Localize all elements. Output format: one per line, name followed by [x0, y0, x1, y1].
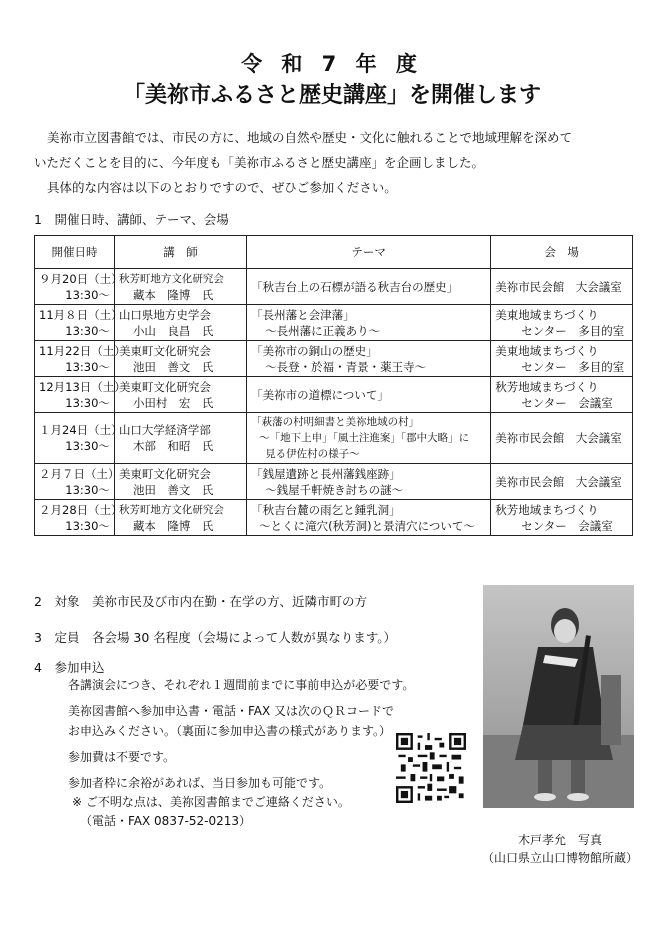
table-row	[35, 341, 633, 377]
row-theme-sub: ～「地下上申」「風土注進案」「郡中大略」に	[259, 432, 470, 444]
row-venue: 美祢市民会館 大会議室	[495, 279, 622, 294]
photo-caption: 木戸孝允 写真	[517, 833, 602, 847]
row-venue-room: センター 多目的室	[521, 323, 625, 338]
row-date: ９月20日（土）	[39, 271, 123, 286]
page-title: 「美祢市ふるさと歴史講座」を開催します	[122, 83, 541, 108]
header-venue: 会 場	[491, 236, 633, 269]
row-time: 13:30～	[65, 287, 110, 302]
row-org: 美東町文化研究会	[118, 343, 211, 358]
row-theme-title: 「長州藩と会津藩」	[251, 307, 355, 322]
row-time: 13:30～	[65, 323, 110, 338]
row-time: 13:30～	[65, 439, 110, 453]
section-1-heading: 1 開催日時、講師、テーマ、会場	[34, 212, 229, 227]
row-org: 美東町文化研究会	[118, 379, 211, 394]
row-time: 13:30～	[65, 359, 110, 374]
row-date: １月24日（土）	[39, 423, 123, 437]
intro	[34, 125, 634, 200]
qr-code[interactable]	[396, 733, 466, 803]
row-date: 11月22日（土）	[39, 343, 126, 358]
row-theme-title: 「美祢市の銅山の歴史」	[251, 343, 378, 358]
row-theme-sub: ～長登・於福・青景・薬王寺～	[265, 359, 427, 374]
row-theme-sub: ～とくに滝穴(秋芳洞)と景清穴について～	[259, 518, 475, 533]
row-lecturer: 小田村 宏 氏	[132, 395, 214, 410]
same-day-line: 参加者枠に余裕があれば、当日参加も可能です。	[68, 776, 332, 790]
header-date: 開催日時	[35, 236, 115, 269]
row-theme-title: 「美祢市の道標について」	[251, 387, 389, 402]
row-org: 山口大学経済学部	[118, 423, 211, 437]
table-row	[35, 377, 633, 413]
portrait-photo	[483, 585, 634, 808]
row-venue-room: センター 会議室	[521, 395, 613, 410]
title-year: 令 和 7 年 度	[241, 52, 423, 76]
row-venue: 美祢市民会館 大会議室	[495, 474, 622, 489]
row-venue: 美祢市民会館 大会議室	[495, 431, 622, 445]
application-line-2: 美祢図書館へ参加申込書・電話・FAX 又は次のＱＲコードで	[68, 704, 395, 718]
row-theme-sub: ～銭屋千軒焼き討ちの謎～	[265, 482, 404, 497]
application-details	[68, 675, 414, 793]
row-venue: 美東地域まちづくり	[495, 343, 599, 358]
row-lecturer: 藏本 隆博 氏	[132, 518, 214, 533]
row-date: 12月13日（土）	[39, 379, 126, 394]
row-theme-sub-2: 見る伊佐村の様子～	[265, 448, 360, 460]
section-3-capacity: 3 定員 各会場 30 名程度（会場によって人数が異なります。）	[34, 630, 397, 645]
row-theme-title: 「秋吉台上の石標が語る秋吉台の歴史」	[251, 279, 459, 294]
section-2-target: 2 対象 美祢市民及び市内在勤・在学の方、近隣市町の方	[34, 594, 367, 609]
table-row	[35, 464, 633, 500]
table-row	[35, 500, 633, 536]
application-line-1: 各講演会につき、それぞれ１週間前までに事前申込が必要です。	[68, 678, 415, 692]
row-date: ２月７日（土）	[39, 466, 120, 481]
contact-note-line: ※ ご不明な点は、美祢図書館までご連絡ください。	[72, 795, 350, 809]
row-theme-sub: ～長州藩に正義あり～	[265, 323, 381, 338]
row-lecturer: 池田 善文 氏	[132, 482, 214, 497]
row-time: 13:30～	[65, 518, 110, 533]
row-org: 秋芳町地方文化研究会	[118, 272, 224, 285]
header-theme: テーマ	[247, 236, 491, 269]
row-date: ２月28日（土）	[39, 502, 123, 517]
row-lecturer: 池田 善文 氏	[132, 359, 214, 374]
intro-line-2: いただくことを目的に、今年度も「美祢市ふるさと歴史講座」を企画しました。	[34, 155, 485, 170]
row-theme-title: 「秋吉台麓の雨乞と鍾乳洞」	[251, 502, 401, 517]
contact-note	[72, 793, 350, 831]
row-theme-title: 「萩藩の村明細書と美祢地域の村」	[251, 416, 420, 428]
row-date: 11月８日（土）	[39, 307, 123, 322]
schedule-table	[34, 235, 633, 536]
intro-line-3: 具体的な内容は以下のとおりですので、ぜひご参加ください。	[47, 180, 397, 195]
photo-credit: （山口県立山口博物館所蔵）	[481, 851, 638, 865]
row-venue: 美東地域まちづくり	[495, 307, 599, 322]
row-time: 13:30～	[65, 395, 110, 410]
row-venue: 秋芳地域まちづくり	[495, 379, 599, 394]
table-row	[35, 269, 633, 305]
table-row	[35, 305, 633, 341]
application-line-3: お申込みください。（裏面に参加申込書の様式があります。）	[68, 724, 392, 738]
row-lecturer: 木部 和昭 氏	[132, 439, 214, 453]
row-org: 美東町文化研究会	[118, 466, 211, 481]
section-4-heading: 4 参加申込	[34, 660, 105, 675]
row-venue: 秋芳地域まちづくり	[495, 502, 599, 517]
row-theme-title: 「銭屋遺跡と長州藩銭座跡」	[251, 466, 401, 481]
row-org: 秋芳町地方文化研究会	[118, 503, 224, 516]
row-org: 山口県地方史学会	[118, 307, 211, 322]
row-venue-room: センター 会議室	[521, 518, 613, 533]
row-time: 13:30～	[65, 482, 110, 497]
row-venue-room: センター 多目的室	[521, 359, 625, 374]
row-lecturer: 小山 良昌 氏	[132, 323, 214, 338]
table-row	[35, 413, 633, 464]
row-lecturer: 藏本 隆博 氏	[132, 287, 214, 302]
contact-phone: （電話・FAX 0837-52-0213）	[80, 814, 252, 828]
intro-line-1: 美祢市立図書館では、市民の方に、地域の自然や歴史・文化に触れることで地域理解を深めて	[47, 130, 573, 145]
header-lecturer: 講 師	[114, 236, 246, 269]
table-header-row	[35, 236, 633, 269]
fee-line: 参加費は不要です。	[68, 750, 176, 764]
